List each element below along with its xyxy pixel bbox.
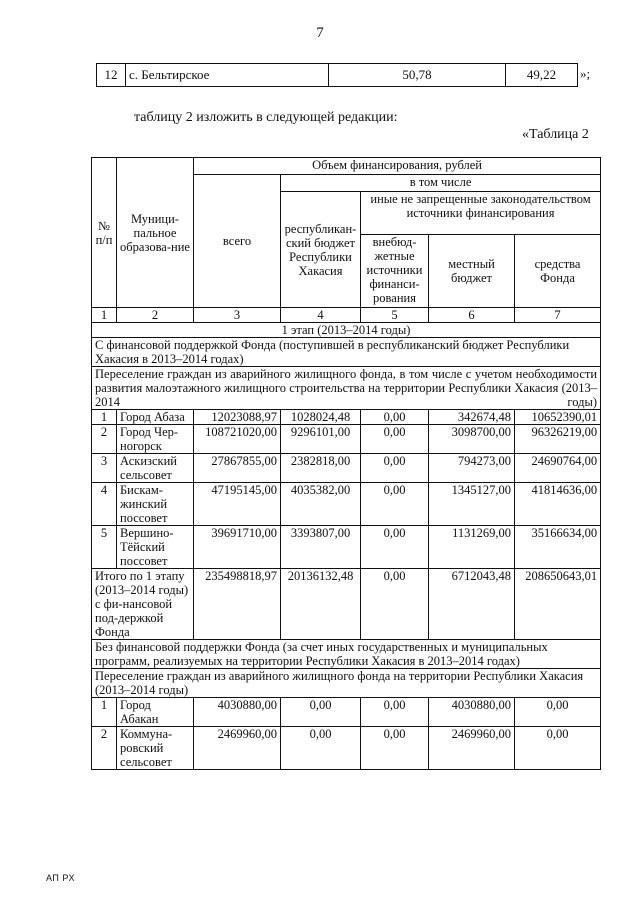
municipality-name: Вершино-Тёйский поссовет (117, 526, 194, 569)
closing-quote: »; (580, 66, 591, 81)
column-number: 2 (117, 308, 194, 323)
value-cell: 49,22 (506, 64, 578, 87)
local-budget-cell: 6712043,48 (429, 569, 515, 640)
header-including: в том числе (281, 175, 601, 192)
total-label: Итого по 1 этапу (2013–2014 годы) с фи-нансовой под-держкой Фонда (92, 569, 194, 640)
total-cell: 47195145,00 (194, 483, 281, 526)
header-fund: средства Фонда (515, 235, 601, 308)
total-cell: 27867855,00 (194, 454, 281, 483)
local-budget-cell: 342674,48 (429, 410, 515, 425)
section-title: С финансовой поддержкой Фонда (поступившей в республиканский бюджет Республики Хакасия в 2013–2014 годах) (92, 338, 601, 367)
extrabudget-cell: 0,00 (361, 526, 429, 569)
column-numbers-row (92, 308, 601, 323)
total-cell: 4030880,00 (194, 698, 281, 727)
subsection-title: Переселение граждан из аварийного жилищного фонда на территории Республики Хакасия (2013–2014 годы) (92, 669, 601, 698)
republic-budget-cell: 2382818,00 (281, 454, 361, 483)
table-row (92, 526, 601, 569)
total-cell: 235498818,97 (194, 569, 281, 640)
header-volume: Объем финансирования, рублей (194, 158, 601, 175)
page-number: 7 (316, 25, 324, 41)
column-number: 4 (281, 308, 361, 323)
table-row (92, 410, 601, 425)
section-row (92, 640, 601, 669)
table-label: «Таблица 2 (522, 127, 589, 142)
total-row (92, 569, 601, 640)
row-number: 1 (92, 698, 117, 727)
header-total: всего (194, 175, 281, 308)
republic-budget-cell: 4035382,00 (281, 483, 361, 526)
financing-table (91, 157, 601, 770)
total-cell: 2469960,00 (194, 727, 281, 770)
fund-cell: 10652390,01 (515, 410, 601, 425)
column-number: 6 (429, 308, 515, 323)
municipality-name: Аскизский сельсовет (117, 454, 194, 483)
header-municipality: Муници-пальное образова-ние (117, 158, 194, 308)
header-extrabudget: внебюд-жетные источники финанси-рования (361, 235, 429, 308)
fund-cell: 96326219,00 (515, 425, 601, 454)
section-title: Без финансовой поддержки Фонда (за счет иных государственных и муниципальных программ, реализуемых на территории Республики Хакасия в 2013–2014 годах) (92, 640, 601, 669)
stage-row (92, 323, 601, 338)
extrabudget-cell: 0,00 (361, 698, 429, 727)
municipality-name: Город Чер-ногорск (117, 425, 194, 454)
previous-table-tail (96, 63, 578, 87)
extrabudget-cell: 0,00 (361, 483, 429, 526)
header-num: № п/п (92, 158, 117, 308)
republic-budget-cell: 0,00 (281, 727, 361, 770)
row-number: 1 (92, 410, 117, 425)
column-number: 7 (515, 308, 601, 323)
header-local-budget: местный бюджет (429, 235, 515, 308)
republic-budget-cell: 9296101,00 (281, 425, 361, 454)
municipality-name: Город Абаза (117, 410, 194, 425)
municipality-name: Бискам-жинский поссовет (117, 483, 194, 526)
fund-cell: 208650643,01 (515, 569, 601, 640)
section-row (92, 338, 601, 367)
row-number: 4 (92, 483, 117, 526)
extrabudget-cell: 0,00 (361, 569, 429, 640)
table-row (92, 425, 601, 454)
fund-cell: 0,00 (515, 698, 601, 727)
extrabudget-cell: 0,00 (361, 727, 429, 770)
instruction-text: таблицу 2 изложить в следующей редакции: (134, 110, 398, 125)
extrabudget-cell: 0,00 (361, 410, 429, 425)
subsection-row (92, 367, 601, 410)
fund-cell: 24690764,00 (515, 454, 601, 483)
column-number: 5 (361, 308, 429, 323)
fund-cell: 41814636,00 (515, 483, 601, 526)
total-cell: 108721020,00 (194, 425, 281, 454)
total-cell: 39691710,00 (194, 526, 281, 569)
extrabudget-cell: 0,00 (361, 425, 429, 454)
row-number: 3 (92, 454, 117, 483)
row-number: 5 (92, 526, 117, 569)
header-republic-budget: республикан-ский бюджет Республики Хакасия (281, 192, 361, 308)
table-row (92, 727, 601, 770)
subsection-row (92, 669, 601, 698)
fund-cell: 35166634,00 (515, 526, 601, 569)
republic-budget-cell: 20136132,48 (281, 569, 361, 640)
stage-title: 1 этап (2013–2014 годы) (92, 323, 601, 338)
header-other-sources: иные не запрещенные законодательством источники финансирования (361, 192, 601, 235)
local-budget-cell: 3098700,00 (429, 425, 515, 454)
municipality-name: Город Абакан (117, 698, 194, 727)
municipality-name: Коммуна-ровский сельсовет (117, 727, 194, 770)
republic-budget-cell: 1028024,48 (281, 410, 361, 425)
total-cell: 12023088,97 (194, 410, 281, 425)
footer-stamp: АП РХ (46, 873, 75, 883)
row-number: 12 (97, 64, 126, 87)
republic-budget-cell: 0,00 (281, 698, 361, 727)
table-row (92, 698, 601, 727)
table-row (92, 483, 601, 526)
row-number: 2 (92, 425, 117, 454)
subsection-title: Переселение граждан из аварийного жилищного фонда, в том числе с учетом необходимости развития малоэтажного жилищного строительства на территории Республики Хакасия (2013–2014 годы) (92, 367, 601, 410)
local-budget-cell: 1345127,00 (429, 483, 515, 526)
table-row (97, 64, 578, 87)
local-budget-cell: 794273,00 (429, 454, 515, 483)
settlement-name: с. Бельтирское (126, 64, 329, 87)
column-number: 1 (92, 308, 117, 323)
table-row (92, 454, 601, 483)
column-number: 3 (194, 308, 281, 323)
local-budget-cell: 4030880,00 (429, 698, 515, 727)
local-budget-cell: 1131269,00 (429, 526, 515, 569)
local-budget-cell: 2469960,00 (429, 727, 515, 770)
value-cell: 50,78 (329, 64, 506, 87)
row-number: 2 (92, 727, 117, 770)
republic-budget-cell: 3393807,00 (281, 526, 361, 569)
fund-cell: 0,00 (515, 727, 601, 770)
header-row (92, 158, 601, 175)
extrabudget-cell: 0,00 (361, 454, 429, 483)
